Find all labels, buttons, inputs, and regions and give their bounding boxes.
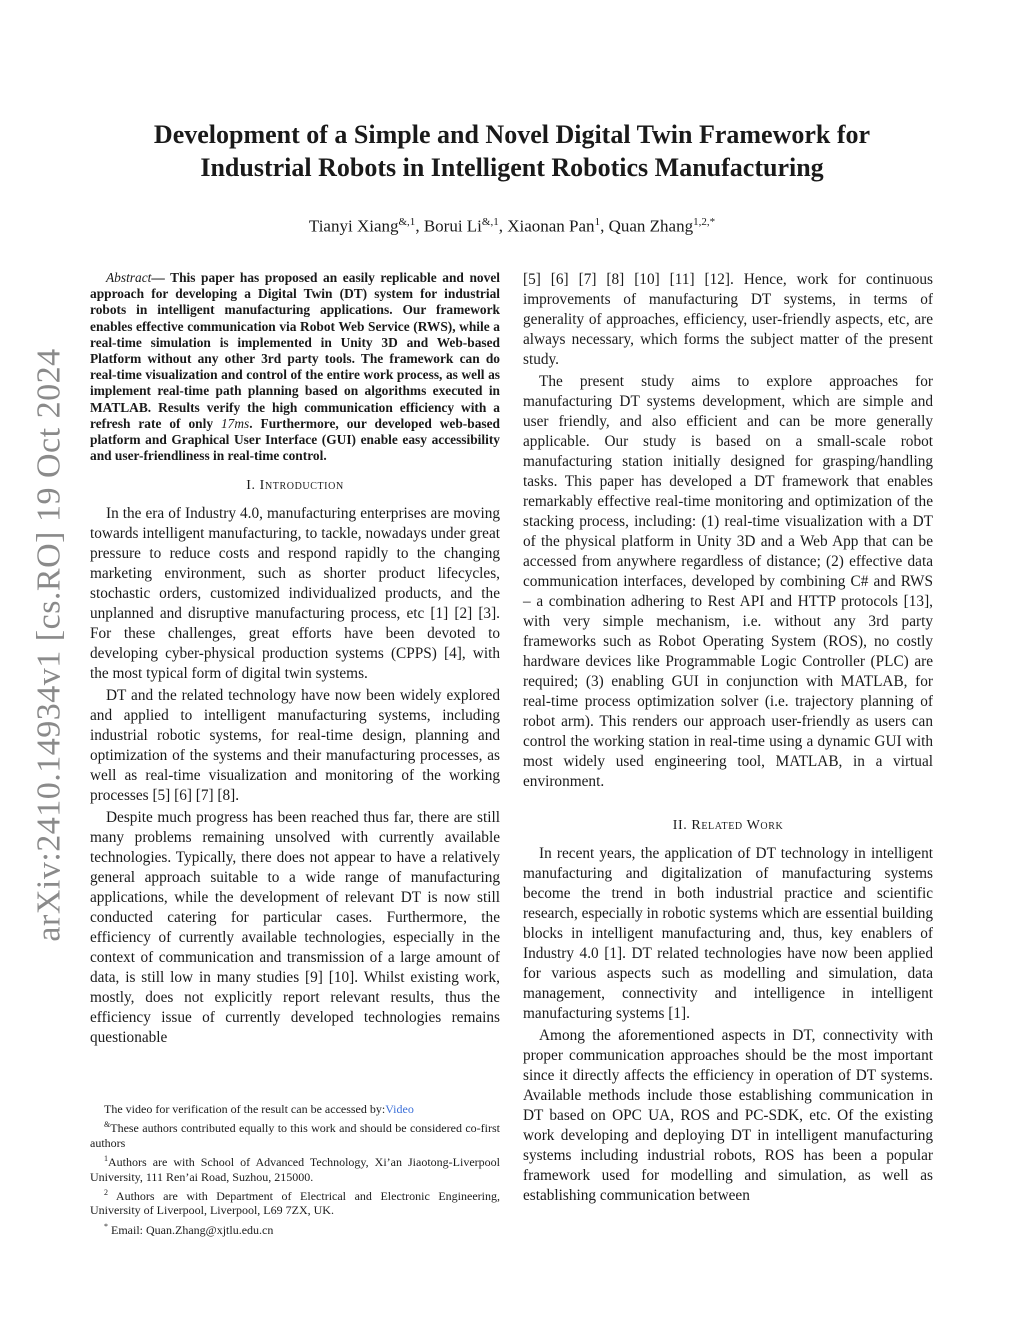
author-list: Tianyi Xiang$^{\&,1}$, Borui $Li^{\&,1}$, Xiaonan Pan$^1$, Quan Zhang$^{1,2,*}$	[308, 216, 716, 236]
footnote-equal-contribution	[90, 1118, 500, 1150]
title-line-1: Development of a Simple and Novel Digital Twin Framework for	[153, 120, 871, 149]
arxiv-id-text: arXiv:2410.14934v1 [cs.RO] 19 Oct 2024	[31, 348, 68, 942]
author-name: Xiaonan Pan	[507, 216, 595, 236]
footnotes	[90, 1102, 500, 1239]
footnote-aff2-text: Authors are with Department of Electrical and Electronic Engineering, University of Liverpool, Liverpool, L69 7ZX, UK.	[90, 1189, 500, 1218]
left-column	[90, 270, 500, 1050]
related-work-paragraph: In recent years, the application of DT technology in intelligent manufacturing and digitalization of manufacturing systems become the trend in both industrial practice and scientific research, especially in robotic systems which are essential building blocks in intelligent manufacturing and, thus, key enablers of Industry 4.0 [1]. DT related technologies have now been applied for various aspects such as modelling and simulation, data management, connectivity and intelligence in intelligent manufacturing systems [1].	[523, 845, 933, 1022]
intro-continuation: [5] [6] [7] [8] [10] [11] [12]. Hence, work for continuous improvements of manufacturing DT systems, in terms of generality of approaches, efficiency, user-friendly aspects, etc, are always necessary, which forms the subject matter of the present study.	[523, 271, 933, 368]
footnote-affiliation-1	[90, 1152, 500, 1184]
abstract-text: — This paper has proposed an easily replicable and novel approach for developing a Digital Twin (DT) system for industrial robots in intelligent manufacturing applications. Our framework enables effective communication via Robot Web Service (RWS), while a real-time simulation is implemented in Unity 3D and Web-based Platform without any other 3rd party tools. The framework can do real-time visualization and control of the entire work process, as well as implement real-time path planning based on algorithms executed in MATLAB. Results verify the high communication efficiency with a refresh rate of only	[90, 270, 500, 431]
footnote-equal-text: These authors contributed equally to this work and should be considered co-first authors	[90, 1121, 500, 1150]
footnote-mark: 2	[104, 1188, 108, 1198]
intro-paragraph: Despite much progress has been reached thus far, there are still many problems remaining unsolved with currently available technologies. Typically, there does not appear to have a relatively general approach suitable to a wide range of manufacturing applications, while the development of relevant DT is now still conducted catering for particular cases. Furthermore, the efficiency of currently available technologies, especially in the context of communication and transmission of a large amount of data, is still low in many studies [9] [10]. Whilst existing work, mostly, does not explicitly report relevant results, thus the efficiency issue of currently developed technologies remains questionable	[90, 809, 500, 1047]
footnote-video-text: The video for verification of the result can be accessed by:	[104, 1102, 386, 1116]
author-affiliation: &,1	[481, 216, 499, 228]
footnote-email	[90, 1220, 500, 1237]
abstract	[90, 270, 500, 464]
footnote-mark: *	[104, 1221, 108, 1231]
paper-title	[90, 118, 934, 184]
author-name: Quan Zhang	[608, 216, 694, 236]
author-name: Borui Li	[423, 216, 482, 236]
intro-paragraph: DT and the related technology have now been widely explored and applied to intelligent manufacturing systems, including industrial robotic systems, for real-time design, planning and optimization of the systems and their manufacturing processes, as well as real-time visualization and monitoring of the working processes [5] [6] [7] [8].	[90, 687, 500, 805]
footnote-aff1-text: Authors are with School of Advanced Technology, Xi’an Jiaotong-Liverpool University, 111 Ren’ai Road, Suzhou, 215000.	[90, 1155, 500, 1184]
section-heading-related-work: II. Related Work	[672, 818, 784, 833]
author-affiliation: 1,2,*	[693, 216, 716, 228]
intro-paragraph: In the era of Industry 4.0, manufacturing enterprises are moving towards intelligent manufacturing, to tackle, nowadays under great pressure to reduce costs and respond rapidly to the changing marketing environment, such as shorter product lifecycles, stochastic orders, customized individualized products, and the unplanned and disruptive manufacturing process, etc [1] [2] [3]. For these challenges, great efforts have been devoted to developing cyber-physical production systems (CPPS) [4], with the most typical form of digital twin systems.	[90, 505, 500, 683]
video-link[interactable]: Video	[385, 1102, 414, 1116]
section-heading-introduction: I. Introduction	[246, 478, 344, 494]
author-affiliation: &,1	[398, 216, 416, 228]
right-column	[523, 270, 933, 1208]
footnote-mark: 1	[104, 1154, 108, 1164]
author-name: Tianyi Xiang	[308, 216, 399, 236]
footnote-mark: &	[104, 1120, 111, 1130]
intro-paragraph: The present study aims to explore approaches for manufacturing DT systems development, which are simple and user friendly, and also efficient and can be more generally applicable. Our study is based on a small-scale robot manufacturing station initially designed for grasping/handling tasks. This paper has developed a DT framework that enables remarkably effective real-time monitoring and optimization of the stacking process, including: (1) real-time visualization with a DT of the physical platform in Unity 3D and a Web App that can be accessed from anywhere regardless of distance; (2) effective data communication interfaces, developed by combining C# and RWS – a combination adhering to Rest API and HTTP protocols [13], with very simple mechanism, i.e. without any 3rd party frameworks such as Robot Operating System (ROS), no costly hardware devices like Programmable Logic Controller (PLC) are required; (3) enabling GUI in conjunction with MATLAB, for real-time process optimization solver (i.e. trajectory planning of robot arm). This renders our approach user-friendly as users can control the working station in real-time using a dynamic GUI with most widely used engineering tool, MATLAB, in a virtual environment.	[523, 373, 933, 790]
footnote-email-text: Email: Quan.Zhang@xjtlu.edu.cn	[108, 1222, 274, 1237]
abstract-label: Abstract	[106, 270, 152, 285]
author-affiliation: 1	[594, 216, 601, 228]
abstract-text-end: . Furthermore, our developed web-based platform and Graphical User Interface (GUI) enable easy accessibility and user-friendliness in real-time control.	[90, 415, 500, 464]
footnote-video	[90, 1102, 500, 1116]
abstract-math: 17ms	[220, 415, 250, 431]
title-line-2: Industrial Robots in Intelligent Robotics Manufacturing	[200, 153, 824, 182]
related-work-paragraph: Among the aforementioned aspects in DT, connectivity with proper communication approaches should be the most important since it directly affects the efficiency in operation of DT systems. Available methods include those establishing communication in DT based on OPC UA, ROS and PC-SDK, etc. Of the existing work developing and deploying DT in intelligent manufacturing systems including industrial robots, ROS has been a popular framework used for modelling and simulation, as well as establishing communication between	[523, 1027, 933, 1204]
arxiv-identifier	[30, 350, 70, 940]
footnote-affiliation-2	[90, 1186, 500, 1218]
